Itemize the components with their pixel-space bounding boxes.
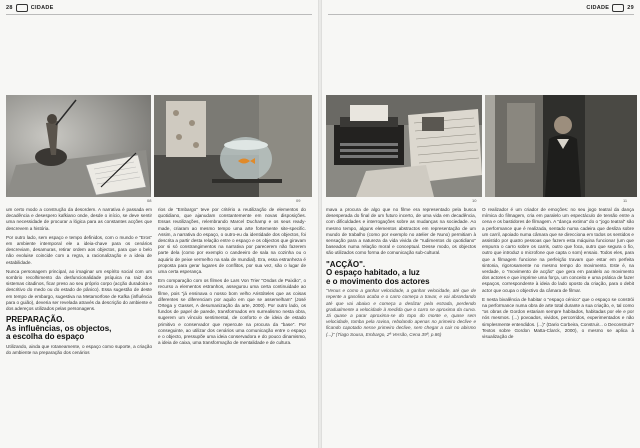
right-column-2	[482, 207, 634, 343]
paragraph: Por outro lado, sem espaço e tempo definidos, com o mundo e "Eros" em ambiente intemporal ele a ideia-chave para os cenários descreviam, desamuras, retirar ordem aos objectos, para que o belo não evoluise coincide com a regra, a racionalização e a ideia de estabilidade.	[6, 234, 152, 265]
paragraph: E nesta bivalência de habitar o "espaço cénico" que o espaço se constrói na performance numa obra de arte total durante a sua criação, e, tal como "os obras de Gordon estariam sempre habitados, habitadas por ele e por nós mesmos. (...) povoados, vividos, percorridos, experimentados e não simplesmente entendidos. (...)" (Dario Corbeira, Construir... o Deconstruir? Textos sobre Gordon Matta-Clarck, 2000), o mesmo se aplica à visualização de	[482, 296, 634, 340]
paragraph: um certo modo a construção da desordem. A narrativa é passada em decadência e desespero kafkiano onde, desde o início, se deve sentir uma necessidade de procurar a lógica para as constantes acções que descrevem a história.	[6, 207, 152, 231]
paragraph: O realizador é um criador de emoções: no seu jogo teatral da dança mímica do filmagem, cria em paralelo um espectáculo de tensão entre a cena e os bastidores de filmagem. A "dança extima" do o "jogo teatral" são a performance que é realizada, sentado numa cadeira que desliza sobre um carril, apoiado numa câmara que se direcciona em todos os sentidos e assistido por quatro pessoas que fazem esta máquina funcionar (um que empurra o carro sobre os carris, outro que foca, outro que segura o fio, outro que introduz o microfone que capta o som) ensaio. Todos eles, para que a filmagem funcione na perfeição travam que estar em perfeita sintonia, rigorosamente no mesmo tempo do movimento. Este é, na verdade, o "movimento de acção" que gera em paralelo ao movimento dos actores e que imprime uma força, um conceito e uma prática de fazer espaços, correspondente à ideia do lado oposto da criação, para o debit actor que ocupa o objectivo da câmara de filmar.	[482, 207, 634, 293]
photo-statuette-notebook	[6, 95, 151, 197]
folio-number: 29	[627, 5, 634, 11]
paragraph: Nunca personagem principal, ao imaginar um espírito social com um sombrio recolhimento da desfuncionalidade psíquica na raiz dos sistemas citadinos, ficar preso ao seu próprio corpo (acção duradoira e descritivo do medo ou do estado de pânico). Essa sugestão de deste em tempo de embargo, sugestiva na Metamorfose de Kafka (influência para o guião), deveria ser revelada através da descrição do ambiente e dos adereços utilizados pelas personagens.	[6, 268, 152, 312]
left-page	[0, 0, 318, 448]
left-folio	[6, 4, 54, 12]
photo-number-10: 10	[472, 198, 477, 203]
header-rule	[6, 14, 312, 15]
photo-man-doorway-art	[485, 95, 637, 197]
section-tab-icon	[612, 4, 624, 12]
section-label: CIDADE	[586, 5, 610, 11]
paragraph: rios de "Embargo" teve por critério a reutilização de elementos do quotidiano, que ajanudam constantemente em novas disposições. Essas reutilizações, relembrando Marcel Duchamp e os seus ready-made, criaram ao mesmo tempo uma arte fortemente site-specific. Assim, a narrativa do espaço, o outro-eu da identidade dos objectos, foi descrita a partir desta relação entre o espaço e os objectos que giravam por si só constrangimentos na narrativa por parecerem não fazerem parte dela (como por exemplo o candeeiro de sala na cozinha ou o aquário de peixe vermelho na sala de mundial). Era, essa estranheza é proposta para gerar lugares de conflitos, por sua vez, são o lugar de uma certa esperança.	[158, 207, 306, 275]
photo-number-11: 11	[623, 198, 628, 203]
paragraph: mava a procura de algo que no filme era representado pela busca desesperada do final de um futuro incerto, de uma vida em decadência, com dificuldades e interrogações sobre as mudanças na sociedade. Ao mesmo tempo, alguns elementos abstractos em representação de um mundo de trabalho (como por exemplo no atelier de Nuno) permitiam à sensação para a natureza da vida vivida de "rudimentos do quotidiano" baseados numa relação moral e conceptual. Desse modo, os objectos são utilizados como forma de comunicação sub-cultural.	[326, 207, 476, 256]
photo-statuette-notebook-art	[6, 95, 151, 197]
section-heading-preparacao: PREPARAÇÃO. As influências, os objectos, a escolha do espaço	[6, 315, 112, 342]
paragraph: Utilizando, ainda que rotaneamente, o espaço como suporte, a criação do ambiente na preparação dos cenários	[6, 343, 152, 355]
right-column-1	[326, 207, 476, 343]
header-rule	[328, 14, 634, 15]
photo-goldfish-bowl-art	[154, 95, 312, 197]
photo-number-09: 09	[296, 198, 301, 203]
left-column-2	[158, 207, 306, 359]
photo-man-doorway	[485, 95, 637, 197]
right-folio	[586, 4, 634, 12]
photo-typewriter-art	[326, 95, 482, 197]
photo-typewriter	[326, 95, 482, 197]
left-column-1	[6, 207, 152, 359]
photo-goldfish-bowl	[154, 95, 312, 197]
pull-quote: "Venus e como a ganhar velocidade, a ganhar velocidade, até que de repente a gasolina acaba e o carro começa a travar, e vai abrandando até que vai abaixo e começa a deslizar pela estrada, perdendo gradualmente a velocidade à medida que o carro se aproxima da curva. Já quase a parar aproxima-se do topo do monte e, quase sem velocidade, tomba pela ravina, rebolando apenas no primeiro declive e ficando capotado nesse primeiro declive, sem chegar a cair no abismo (...)" (Tiago Sousa, Embargo, 2ª Versão, Cena 39ª, p.86)	[326, 288, 476, 337]
right-page	[322, 0, 640, 448]
section-label: CIDADE	[30, 5, 54, 11]
section-heading-accao: "ACÇÃO". O espaço habitado, a luz e o movimento dos actores	[326, 259, 430, 286]
folio-number: 28	[6, 5, 13, 11]
photo-number-08: 08	[147, 198, 152, 203]
paragraph: Em comparação com os filmes de Lars Von Trier "Ondas de Paixão", o recurso a elementos estranhos, assegurou uma certa continuidade ao filme, pois "já ensinava o nosso bom velho Aristóteles que as coisas diferentes se diferenciam por aquilo em que se assemelham" (José Ortega y Gasset, A desumanização da arte, 2000). Por outro lado, os fundos de papel de parede, transformados em surrealismo nesta obra, sugerem um vínculo sentimental, de conforto e de ideia de estado primitivo e conservador que repercute na procura da "base". Por conseguinte, ao utilizar dos cenários uma comunicação entre o espaço e o objecto, pressupõe uma ideia conservadora e do pouco dinamismo, a ideia de caixa, uma transformação de mentalidade e de cultura.	[158, 278, 306, 346]
section-tab-icon	[16, 4, 28, 12]
